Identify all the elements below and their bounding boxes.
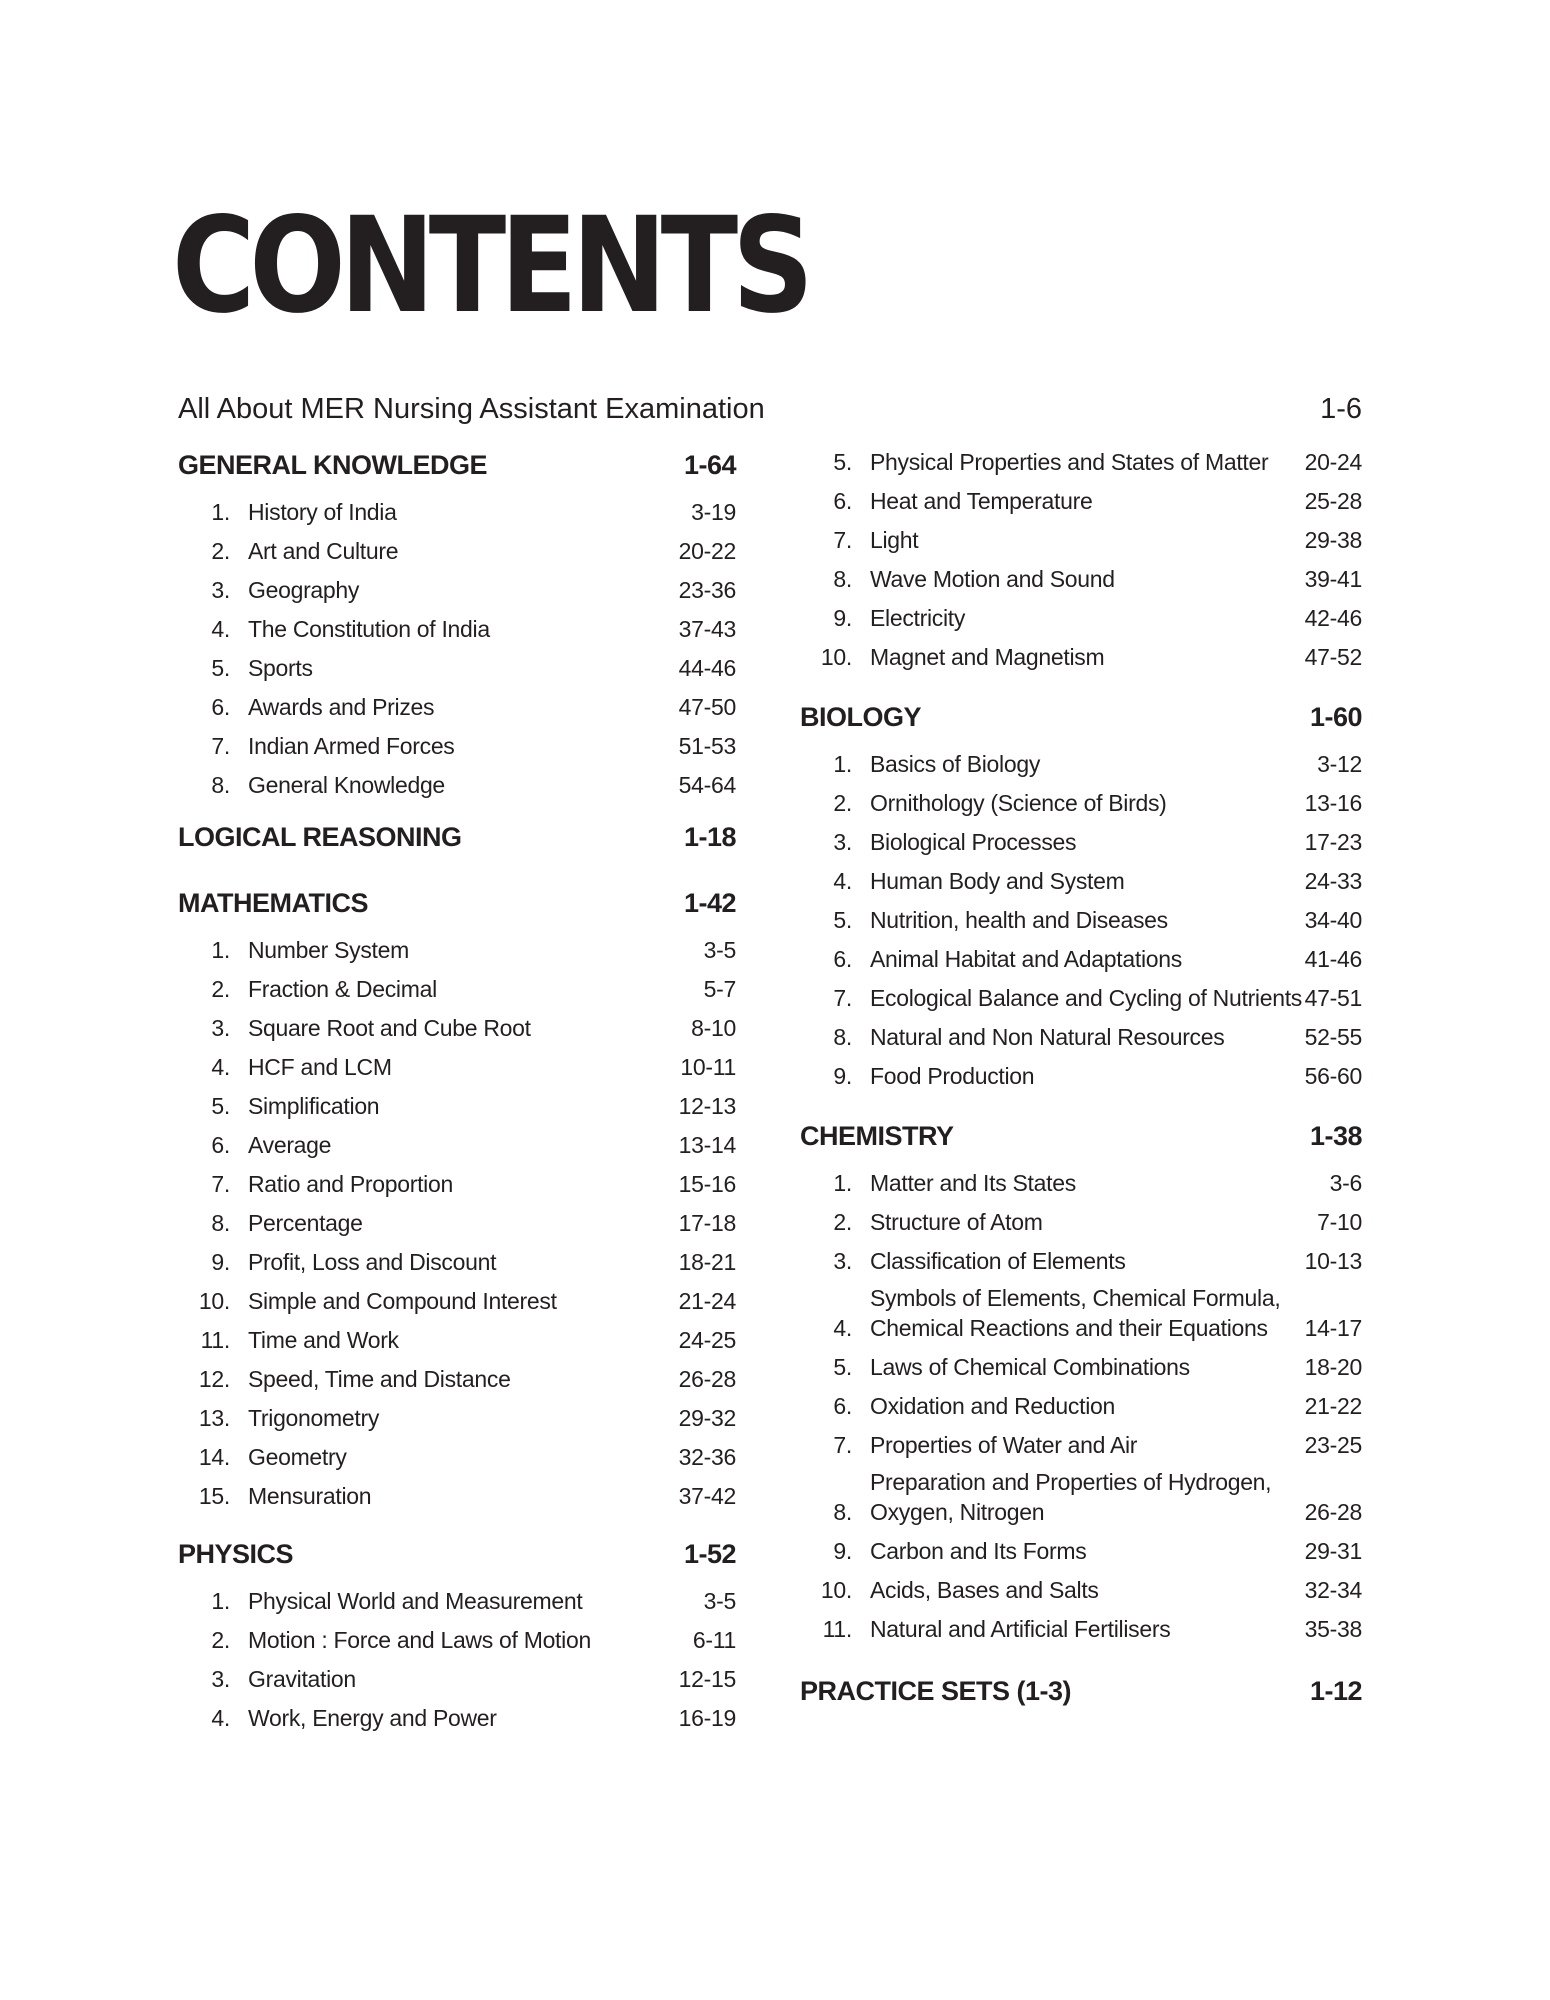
chapter-number: 4. [211,1704,230,1731]
section-heading[interactable] [178,888,736,930]
chapter-item[interactable] [178,570,736,609]
chapter-title: Geography [248,576,360,603]
section-pages: 1-64 [683,450,736,480]
chapter-number: 14. [198,1443,230,1470]
chapter-number: 1. [211,498,230,525]
chapter-item[interactable] [178,1086,736,1125]
chapter-item[interactable] [800,1531,1362,1570]
chapter-title: Symbols of Elements, Chemical Formula, Chemical Reactions and their Equations [870,1285,1281,1341]
chapter-number: 9. [833,1062,852,1089]
chapter-item[interactable] [800,744,1362,783]
chapter-item[interactable] [800,1241,1362,1280]
section-title: LOGICAL REASONING [178,822,462,852]
chapter-number: 4. [211,1053,230,1080]
chapter-number: 7. [833,1431,852,1458]
chapter-title: HCF and LCM [248,1053,392,1080]
chapter-list [800,442,1362,676]
section-title: CHEMISTRY [800,1121,954,1151]
chapter-item[interactable] [178,1476,736,1515]
chapter-number: 5. [833,1353,852,1380]
chapter-pages: 18-21 [678,1248,736,1275]
chapter-title: Basics of Biology [870,750,1041,777]
chapter-item[interactable] [800,783,1362,822]
chapter-title: The Constitution of India [248,615,490,642]
chapter-item[interactable] [178,1008,736,1047]
chapter-title: Ratio and Proportion [248,1170,453,1197]
toc-section [178,1539,736,1737]
chapter-item[interactable] [800,1609,1362,1648]
chapter-item[interactable] [178,1164,736,1203]
chapter-number: 1. [211,1587,230,1614]
chapter-pages: 29-31 [1304,1537,1362,1564]
chapter-item[interactable] [178,609,736,648]
chapter-title: Structure of Atom [870,1208,1043,1235]
chapter-pages: 3-6 [1329,1169,1362,1196]
chapter-item[interactable] [178,1125,736,1164]
chapter-title: Square Root and Cube Root [248,1014,531,1041]
chapter-pages: 15-16 [678,1170,736,1197]
chapter-title: Nutrition, health and Diseases [870,906,1168,933]
chapter-title: Motion : Force and Laws of Motion [248,1626,591,1653]
chapter-item[interactable] [178,765,736,804]
chapter-item[interactable] [178,492,736,531]
section-title: BIOLOGY [800,702,922,732]
chapter-title: Acids, Bases and Salts [870,1576,1099,1603]
chapter-item[interactable] [800,822,1362,861]
chapter-number: 8. [211,771,230,798]
chapter-pages: 56-60 [1304,1062,1362,1089]
chapter-item[interactable] [800,1425,1362,1464]
chapter-title: Light [870,526,919,553]
chapter-number: 7. [833,984,852,1011]
chapter-number: 5. [833,448,852,475]
chapter-title: Trigonometry [248,1404,380,1431]
chapter-title: Carbon and Its Forms [870,1537,1087,1564]
intro-pages: 1-6 [1320,393,1362,425]
section-heading[interactable] [800,1121,1362,1163]
chapter-pages: 44-46 [678,654,736,681]
chapter-title: Fraction & Decimal [248,975,437,1002]
chapter-title: Properties of Water and Air [870,1431,1138,1458]
chapter-pages: 24-25 [678,1326,736,1353]
chapter-item[interactable] [800,1017,1362,1056]
chapter-number: 9. [833,604,852,631]
chapter-number: 11. [200,1326,230,1353]
chapter-item[interactable] [800,861,1362,900]
chapter-pages: 47-51 [1304,984,1362,1011]
chapter-item[interactable] [178,969,736,1008]
chapter-title: General Knowledge [248,771,445,798]
section-pages: 1-38 [1309,1121,1362,1151]
section-pages: 1-18 [683,822,736,852]
chapter-pages: 39-41 [1304,565,1362,592]
chapter-pages: 3-5 [703,1587,736,1614]
chapter-item[interactable] [178,1581,736,1620]
chapter-pages: 52-55 [1304,1023,1362,1050]
chapter-number: 2. [211,537,230,564]
chapter-number: 13. [198,1404,230,1431]
chapter-title: Wave Motion and Sound [870,565,1115,592]
chapter-pages: 8-10 [691,1014,736,1041]
chapter-number: 1. [833,1169,852,1196]
chapter-number: 6. [833,945,852,972]
chapter-item[interactable] [178,1359,736,1398]
chapter-title: Matter and Its States [870,1169,1076,1196]
chapter-title: Simple and Compound Interest [248,1287,557,1314]
chapter-number: 9. [211,1248,230,1275]
right-column [800,450,1362,1718]
chapter-title: Geometry [248,1443,347,1470]
chapter-number: 6. [211,693,230,720]
chapter-item[interactable] [800,978,1362,1017]
chapter-title: Natural and Artificial Fertilisers [870,1615,1171,1642]
chapter-pages: 5-7 [703,975,736,1002]
section-heading[interactable] [800,702,1362,744]
chapter-number: 10. [820,1576,852,1603]
chapter-title: Natural and Non Natural Resources [870,1023,1225,1050]
section-heading[interactable] [178,1539,736,1581]
toc-section [800,702,1362,1095]
chapter-item[interactable] [800,1464,1362,1531]
chapter-number: 8. [211,1209,230,1236]
chapter-title: Art and Culture [248,537,399,564]
chapter-pages: 13-16 [1304,789,1362,816]
intro-label: All About MER Nursing Assistant Examination [178,393,765,425]
chapter-list [178,930,736,1515]
chapter-title: Electricity [870,604,966,631]
chapter-title: Speed, Time and Distance [248,1365,511,1392]
section-title: PRACTICE SETS (1-3) [800,1676,1072,1706]
chapter-item[interactable] [800,1280,1362,1347]
chapter-pages: 24-33 [1304,867,1362,894]
chapter-number: 5. [211,1092,230,1119]
chapter-item[interactable] [800,939,1362,978]
chapter-title: Preparation and Properties of Hydrogen, Oxygen, Nitrogen [870,1469,1272,1525]
chapter-number: 7. [211,732,230,759]
chapter-number: 11. [822,1615,852,1642]
chapter-title: Gravitation [248,1665,356,1692]
chapter-number: 1. [211,936,230,963]
chapter-pages: 26-28 [1304,1498,1362,1525]
chapter-item[interactable] [178,1203,736,1242]
chapter-title: Work, Energy and Power [248,1704,497,1731]
chapter-item[interactable] [178,1398,736,1437]
chapter-title: Simplification [248,1092,380,1119]
chapter-title: History of India [248,498,397,525]
chapter-number: 8. [833,1023,852,1050]
chapter-pages: 37-42 [678,1482,736,1509]
intro-entry[interactable] [178,393,1362,426]
chapter-title: Human Body and System [870,867,1125,894]
chapter-title: Physical World and Measurement [248,1587,583,1614]
chapter-title: Ecological Balance and Cycling of Nutrients [870,984,1303,1011]
chapter-number: 2. [833,789,852,816]
chapter-item[interactable] [800,442,1362,481]
chapter-pages: 10-13 [1304,1247,1362,1274]
chapter-title: Mensuration [248,1482,372,1509]
chapter-number: 9. [833,1537,852,1564]
chapter-title: Indian Armed Forces [248,732,455,759]
chapter-number: 3. [833,828,852,855]
chapter-title: Profit, Loss and Discount [248,1248,497,1275]
section-title: GENERAL KNOWLEDGE [178,450,488,480]
chapter-number: 1. [833,750,852,777]
chapter-number: 2. [211,1626,230,1653]
toc-section [178,450,736,804]
section-heading[interactable] [178,450,736,492]
chapter-title: Physical Properties and States of Matter [870,448,1269,475]
chapter-title: Biological Processes [870,828,1077,855]
page-title: CONTENTS [172,189,808,343]
chapter-number: 7. [211,1170,230,1197]
section-pages: 1-42 [683,888,736,918]
chapter-title: Heat and Temperature [870,487,1093,514]
chapter-title: Laws of Chemical Combinations [870,1353,1190,1380]
chapter-pages: 20-24 [1304,448,1362,475]
chapter-pages: 54-64 [678,771,736,798]
chapter-number: 3. [211,1014,230,1041]
chapter-item[interactable] [800,1570,1362,1609]
chapter-pages: 7-10 [1317,1208,1362,1235]
chapter-pages: 26-28 [678,1365,736,1392]
chapter-item[interactable] [178,687,736,726]
chapter-item[interactable] [178,1659,736,1698]
chapter-pages: 42-46 [1304,604,1362,631]
chapter-title: Average [248,1131,332,1158]
section-pages: 1-52 [683,1539,736,1569]
chapter-item[interactable] [800,1386,1362,1425]
chapter-number: 7. [833,526,852,553]
chapter-pages: 13-14 [678,1131,736,1158]
chapter-pages: 34-40 [1304,906,1362,933]
chapter-number: 4. [211,615,230,642]
chapter-pages: 51-53 [678,732,736,759]
chapter-number: 12. [198,1365,230,1392]
chapter-title: Awards and Prizes [248,693,435,720]
chapter-title: Time and Work [248,1326,399,1353]
chapter-item[interactable] [800,481,1362,520]
chapter-title: Ornithology (Science of Birds) [870,789,1167,816]
chapter-list [178,1581,736,1737]
chapter-number: 6. [833,487,852,514]
chapter-pages: 37-43 [678,615,736,642]
chapter-number: 10. [820,643,852,670]
chapter-item[interactable] [800,1163,1362,1202]
chapter-item[interactable] [800,559,1362,598]
chapter-number: 8. [833,565,852,592]
chapter-number: 6. [211,1131,230,1158]
chapter-item[interactable] [178,1281,736,1320]
chapter-pages: 47-50 [678,693,736,720]
section-heading[interactable] [178,822,736,864]
chapter-item[interactable] [800,598,1362,637]
chapter-pages: 3-5 [703,936,736,963]
chapter-pages: 6-11 [692,1626,736,1653]
chapter-pages: 29-38 [1304,526,1362,553]
chapter-pages: 23-36 [678,576,736,603]
chapter-pages: 35-38 [1304,1615,1362,1642]
chapter-number: 6. [833,1392,852,1419]
chapter-number: 10. [198,1287,230,1314]
chapter-item[interactable] [178,726,736,765]
chapter-pages: 47-52 [1304,643,1362,670]
chapter-pages: 16-19 [678,1704,736,1731]
left-column [178,450,736,1737]
chapter-pages: 32-34 [1304,1576,1362,1603]
chapter-pages: 20-22 [678,537,736,564]
chapter-item[interactable] [800,520,1362,559]
chapter-item[interactable] [800,900,1362,939]
chapter-title: Number System [248,936,409,963]
chapter-pages: 14-17 [1304,1314,1362,1341]
chapter-item[interactable] [178,531,736,570]
chapter-item[interactable] [800,637,1362,676]
section-pages: 1-60 [1309,702,1362,732]
chapter-number: 2. [211,975,230,1002]
chapter-item[interactable] [800,1056,1362,1095]
chapter-item[interactable] [178,1320,736,1359]
chapter-item[interactable] [178,1698,736,1737]
chapter-pages: 25-28 [1304,487,1362,514]
chapter-number: 4. [833,1314,852,1341]
chapter-item[interactable] [178,1620,736,1659]
section-title: PHYSICS [178,1539,294,1569]
chapter-list [800,1163,1362,1648]
section-pages: 1-12 [1309,1676,1362,1706]
chapter-title: Percentage [248,1209,363,1236]
chapter-title: Food Production [870,1062,1035,1089]
chapter-title: Classification of Elements [870,1247,1126,1274]
toc-section [800,1676,1362,1718]
chapter-pages: 23-25 [1304,1431,1362,1458]
chapter-number: 3. [211,1665,230,1692]
chapter-item[interactable] [178,648,736,687]
chapter-item[interactable] [178,1047,736,1086]
chapter-number: 3. [833,1247,852,1274]
chapter-pages: 32-36 [678,1443,736,1470]
chapter-pages: 12-15 [678,1665,736,1692]
chapter-pages: 3-12 [1317,750,1362,777]
chapter-pages: 3-19 [691,498,736,525]
chapter-number: 15. [198,1482,230,1509]
chapter-list [800,744,1362,1095]
chapter-item[interactable] [178,1437,736,1476]
toc-section [178,822,736,864]
section-heading[interactable] [800,1676,1362,1718]
chapter-title: Sports [248,654,313,681]
chapter-pages: 21-22 [1304,1392,1362,1419]
chapter-list [178,492,736,804]
chapter-number: 3. [211,576,230,603]
chapter-number: 5. [211,654,230,681]
chapter-title: Oxidation and Reduction [870,1392,1115,1419]
chapter-pages: 18-20 [1304,1353,1362,1380]
chapter-item[interactable] [800,1347,1362,1386]
chapter-number: 8. [833,1498,852,1525]
toc-section [178,888,736,1515]
chapter-pages: 17-18 [678,1209,736,1236]
chapter-pages: 21-24 [678,1287,736,1314]
toc-section [800,442,1362,676]
chapter-item[interactable] [178,930,736,969]
chapter-title: Animal Habitat and Adaptations [870,945,1182,972]
section-title: MATHEMATICS [178,888,368,918]
chapter-number: 2. [833,1208,852,1235]
toc-section [800,1121,1362,1648]
chapter-item[interactable] [178,1242,736,1281]
chapter-pages: 29-32 [678,1404,736,1431]
chapter-number: 4. [833,867,852,894]
chapter-pages: 10-11 [680,1053,736,1080]
chapter-item[interactable] [800,1202,1362,1241]
chapter-pages: 17-23 [1304,828,1362,855]
chapter-pages: 41-46 [1304,945,1362,972]
chapter-title: Magnet and Magnetism [870,643,1105,670]
chapter-pages: 12-13 [678,1092,736,1119]
chapter-number: 5. [833,906,852,933]
